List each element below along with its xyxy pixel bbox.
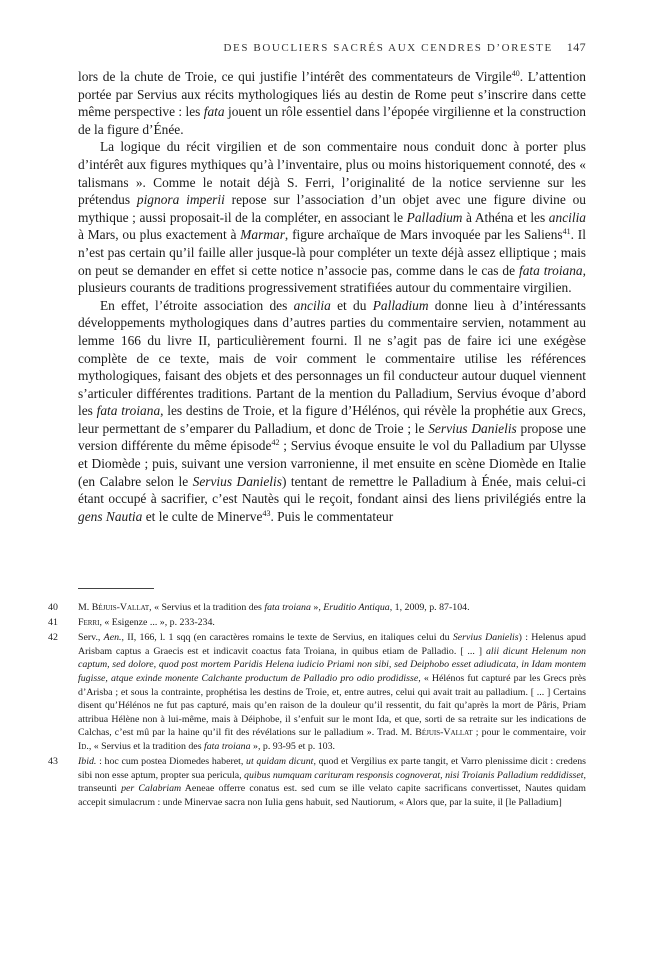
text-run: , plusieurs courants de traditions progressivement stratifiées autour du commentaire virgilien. [78,262,586,296]
italic-quote: per Calabriam [121,783,182,795]
text-run: et le culte de Minerve [142,508,263,524]
text-run: , « Esigenze ... », p. 233-234. [99,617,215,629]
paragraph-1 [78,68,586,138]
main-text [78,68,586,525]
text-run: Aeneae offerre conatus est. sed cum se ille velato capite sacrificans convertisset, Nautes quidam accepit simulacrum : unde Minervae sacra non Iulia gens habuit, sed Nautiorum, « Alors que, par la suite, il [le Palladium] [78,783,586,808]
author-name: Ferri [78,617,100,629]
footnote-number: 40 [48,602,58,613]
italic-term: fata troiana [96,403,161,419]
footnote-43 [48,755,586,809]
running-title: DES BOUCLIERS SACRÉS AUX CENDRES D’ORESTE [223,42,553,54]
footnote-number: 41 [48,617,58,629]
text-run: lors de la chute de Troie, ce qui justifie l’intérêt des commentateurs de Virgile [78,69,512,84]
text-run: , transeunti [78,769,586,795]
text-run: ) tentant de remettre le Palladium à Énée, mais celui-ci étant occupé à sacrifier, c’est Nautès qui le reçoit, fondant ainsi des liens privilégiés entre la [78,473,586,507]
italic-quote: quibus numquam carituram responsis cognoverat, nisi Troianis Palladium reddidisset [244,769,584,781]
text-run: , « Hélénos fut capturé par les Grecs près d’Arisba ; et sous la contrainte, prophétisa les destins de Troie, et, entre autres, celui qui avait trait au palladium. [ ... ] Certains disent qu’Hélénos ne fut pas capturé, mais qu’en raison de la douleur qu’il ressentit, du fait qu’après la mort de Pâris, Priam attribua Hélène non à lui-même, mais à Déiphobe, il s’enfuit sur le mont Ida, et que, sorti de sa retraite sur les indications de Calchas, c’est mû par la haine qu’il fit des révélations sur le palladium ». Trad. [78,672,586,739]
italic-quote: ut quidam dicunt [246,756,314,768]
text-run: repose sur l’association d’un objet avec une figure divine ou mythique ; aussi proposait-il de la compléter, en associant le [78,192,587,225]
text-run: ; Servius évoque ensuite le vol du Palladium par Ulysse et Diomède ; puis, suivant une version varronienne, il met ensuite en scène Diomède en Italie (en Calabre selon le [78,438,587,489]
text-run: », [310,602,324,613]
italic-term: Palladium [406,209,463,225]
text-run: , « Servius et la tradition des [88,740,204,752]
journal-title: Eruditio Antiqua [323,602,390,613]
footnote-ref-40[interactable]: 40 [511,69,520,78]
footnote-number: 42 [48,632,58,644]
footnote-ref-43[interactable]: 43 [262,508,271,518]
text-run: , les destins de Troie, et la figure d’Hélénos, qui révèle la prophétie aux Grecs, leur permettant de s’emparer du Palladium, et donc de Troie ; le [78,403,586,436]
italic-term: fata troiana [204,740,251,752]
italic-term: pignora imperii [136,192,225,208]
italic-term: ancilia [293,297,331,313]
paragraph-3 [78,297,586,526]
text-run: , quod et Vergilius ex parte tangit, et Varro plenissime dicit : credens sibi non esse aptum, propter sua pericula, [78,756,586,781]
italic-term: Ibid. [78,756,97,768]
page-number: 147 [566,40,586,54]
text-run: , II, 166, l. 1 sqq (en caractères romains le texte de Servius, en italiques celui du [121,632,453,644]
italic-term: Aen. [103,632,122,644]
paragraph-2 [78,138,586,296]
footnote-number: 43 [48,756,58,768]
text-run: . Il n’est pas certain qu’il faille aller jusque-là pour compléter un texte déjà assez elliptique ; mais on peut se demander en effet si cette notice n’associe pas, comme dans le cas de [78,227,586,278]
italic-term: Servius Danielis [192,473,282,489]
text-run: ; pour le commentaire, voir [472,727,586,739]
author-name: Id. [78,740,89,752]
italic-term: Servius Danielis [452,632,519,644]
italic-term: fata troiana [264,602,311,613]
text-run: . L’attention portée par Servius aux récits mythologiques liés au destin de Rome peut s’inscrire dans cette même perspective : les [78,69,586,120]
author-name: M. Béjuis-Vallat [400,727,473,739]
text-run: , « Servius et la tradition des [149,602,265,613]
running-head [78,40,586,55]
text-run: », p. 93-95 et p. 103. [250,740,336,752]
text-run: jouent un rôle essentiel dans l’épopée virgilienne et la construction de la figure d’Énée. [78,104,586,137]
text-run: et du [330,297,373,313]
text-run: , 1, 2009, p. 87-104. [389,602,470,613]
text-run: à Athéna et les [462,209,549,225]
author-name: M. Béjuis-Vallat [78,602,150,613]
footnote-40 [48,601,586,615]
text-run: : hoc cum postea Diomedes haberet, [96,756,247,768]
text-run: La logique du récit virgilien et de son commentaire nous conduit donc à porter plus d’intérêt aux figures mythiques qu’à l’inventaire, plus ou moins historiquement connoté, des « talismans ». Comme le notait déjà S. Ferri, l’originalité de la notice servienne sur les prétendus [78,139,586,208]
text-run: ) : Helenus apud Arisbam captus a Graecis est et indicavit coactus fata Troiana, in quibus etiam de Palladio. [ ... ] [78,632,586,657]
footnote-ref-41[interactable]: 41 [562,227,571,237]
italic-quote: alii dicunt Helenum non captum, sed dolore, quod post mortem Paridis Helena iudicio Priami non sibi, sed Deiphobo esset adiudicata, in Idam montem fugisse, atque exinde monente Calchante productum de Palladio pro odio prodidisse [78,645,586,684]
text-run: Serv., [78,632,104,644]
footnote-separator [78,588,154,589]
italic-term: gens Nautia [78,508,143,524]
italic-term: Marmar [240,227,285,243]
text-run: En effet, l’étroite association des [100,297,294,313]
text-run: propose une version différente du même épisode [78,420,586,454]
footnote-41 [48,616,586,630]
italic-term: fata [203,104,225,120]
italic-term: fata troiana [518,262,583,278]
text-run: donne lieu à d’intéressants développements mythologiques dans d’autres parties du commentaire servien, notamment au lemme 166 du livre II, particulièrement fourni. Il ne s’agit pas de faire ici une exégèse complète de ce texte, mais de voir comment le commentaire utilise les références mythologiques, faisant des objets et des personnages un fil conducteur autour duquel viennent s’articuler différentes traditions. Partant de la mention du Palladium, Servius évoque d’abord les [78,297,586,419]
text-run: . Puis le commentateur [270,508,394,524]
footnotes [48,601,586,811]
footnote-42 [48,631,586,753]
footnote-ref-42[interactable]: 42 [271,438,280,448]
italic-term: ancilia [548,209,586,225]
italic-term: Servius Danielis [428,420,517,436]
italic-term: Palladium [372,297,429,313]
text-run: à Mars, ou plus exactement à [78,227,241,243]
text-run: , figure archaïque de Mars invoquée par les Saliens [284,227,563,243]
